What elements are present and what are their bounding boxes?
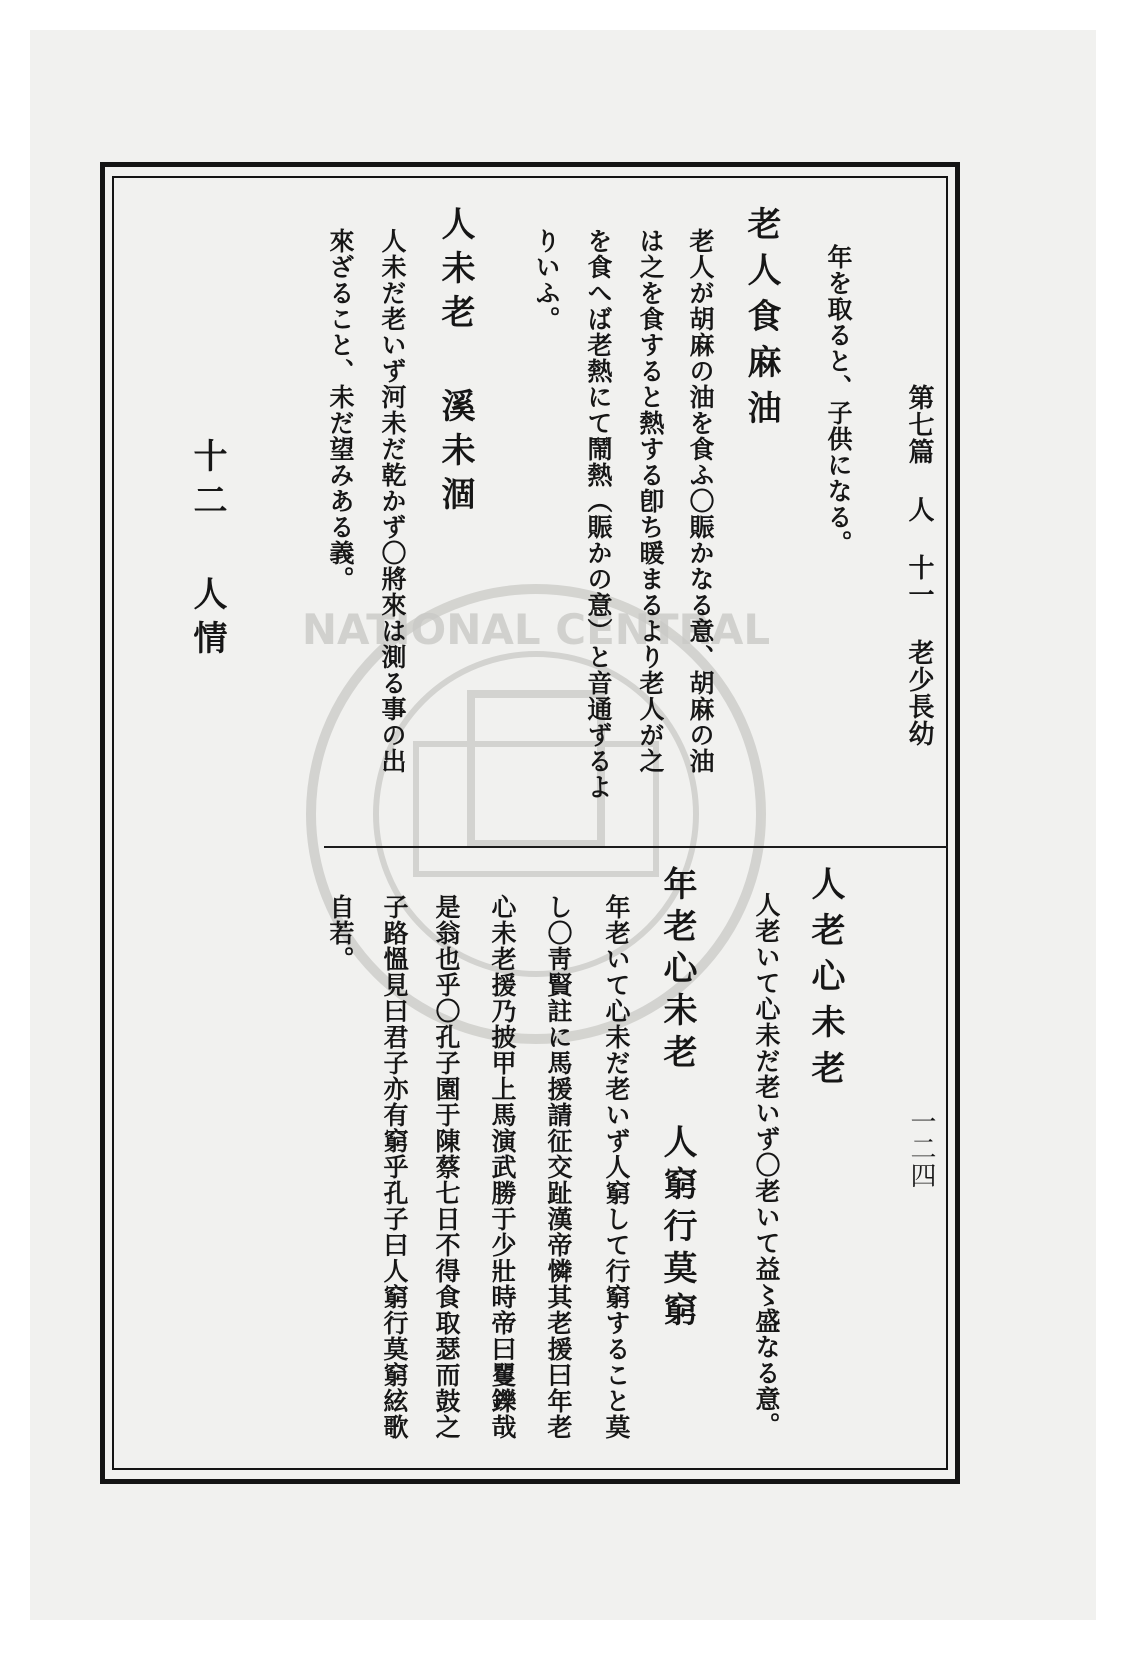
proverb-heading: 年老心未老 人窮行莫窮 — [657, 866, 697, 1334]
proverb-heading: 老人食麻油 — [741, 206, 781, 436]
proverb-text-line: し〇靑賢註に馬援請征交趾漢帝憐其老援曰年老 — [544, 894, 573, 1440]
section-divider — [324, 846, 948, 848]
proverb-text-line: 心未老援乃披甲上馬演武勝于少壯時帝曰矍鑠哉 — [488, 894, 517, 1440]
proverb-text-line: 年老いて心未だ老いず人窮して行窮すること莫 — [602, 894, 631, 1440]
running-header: 第七篇 人 十一 老少長幼 — [904, 384, 934, 747]
proverb-text-line: 子路慍見曰君子亦有窮乎孔子曰人窮行莫窮絃歌 — [380, 894, 409, 1440]
proverb-text-line: 人未だ老いず河未だ乾かず〇將來は測る事の出 — [378, 228, 407, 774]
proverb-text-line: は之を食すると熱する卽ち暖まるより老人が之 — [636, 228, 665, 774]
proverb-text-line: 老人が胡麻の油を食ふ〇賑かなる意、胡麻の油 — [686, 228, 715, 774]
proverb-text-line: 來ざること、未だ望みある義。 — [326, 228, 355, 592]
proverb-text-line: 是翁也乎〇孔子園于陳蔡七日不得食取瑟而鼓之 — [432, 894, 461, 1440]
page-border-inner — [112, 176, 948, 1470]
intro-text: 年を取ると、子供になる。 — [824, 244, 853, 556]
page-number: 一二四 — [906, 1108, 936, 1189]
proverb-heading: 人未老 溪未涸 — [435, 206, 475, 520]
chapter-heading: 十二 人情 — [187, 438, 227, 664]
svg-text:NATIONAL CENTRAL: NATIONAL CENTRAL — [301, 605, 771, 654]
proverb-heading: 人老心未老 — [805, 866, 845, 1096]
proverb-text-line: りいふ。 — [532, 228, 561, 332]
proverb-text-line: 人老いて心未だ老いず〇老いて益〻盛なる意。 — [752, 892, 781, 1438]
proverb-text-line: を食へば老熱にて鬧熱（賑かの意）と音通ずるよ — [584, 228, 613, 800]
proverb-text-line: 自若。 — [326, 894, 355, 972]
